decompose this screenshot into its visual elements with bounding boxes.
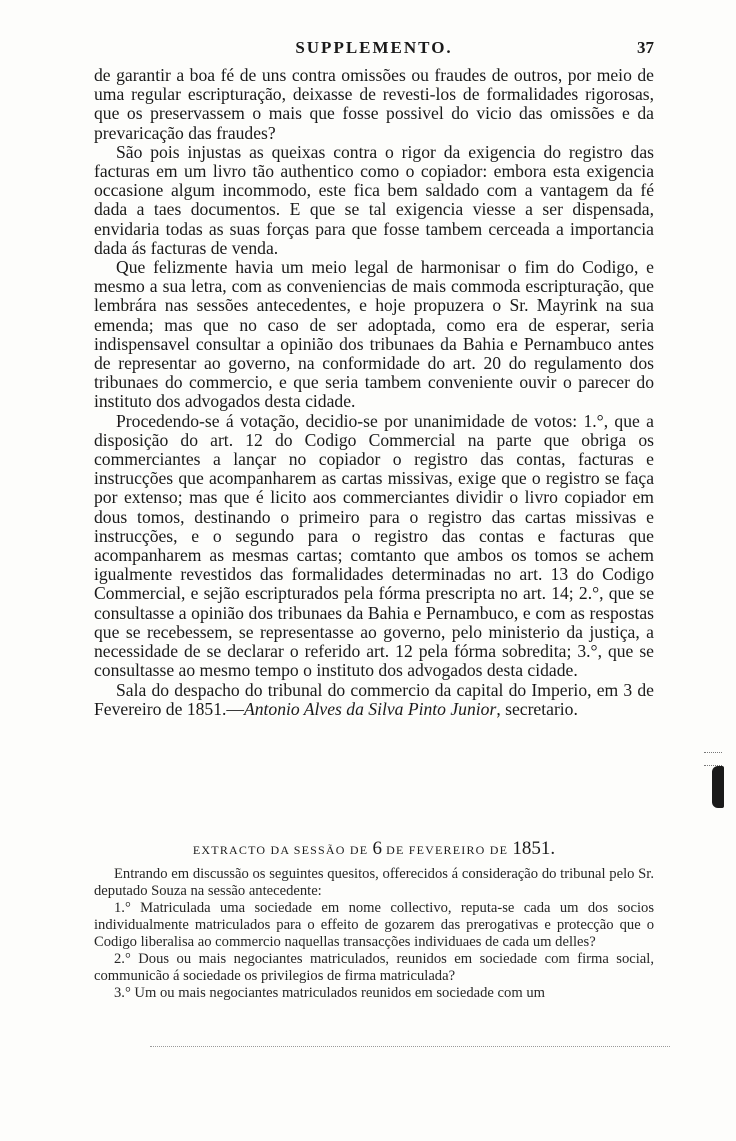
closing-paragraph — [94, 681, 654, 719]
paragraph-3: Que felizmente havia um meio legal de harmonisar o fim do Codigo, e mesmo a sua letra, com as conveniencias de mais commoda escripturação, que lembrára nas sessões antecedentes, e hoje propuzera o Sr. Mayrink na sua emenda; mas que no caso de ser adoptada, como era de esperar, seria indispensavel consultar a opinião dos tribunaes da Bahia e Pernambuco antes de representar ao governo, na conformidade do art. 20 do regulamento dos tribunaes do commercio, e que seria tambem conveniente ouvir o parecer do instituto dos advogados desta cidade. — [94, 257, 654, 412]
page-header — [94, 38, 654, 60]
extract-item-1: 1.° Matriculada uma sociedade em nome collectivo, reputa-se cada um dos socios individualmente matriculados para o effeito de gozarem das prerogativas e protecção que o Codigo liberalisa ao commercio naquellas transacções individuaes de cada um delles? — [94, 900, 654, 950]
extract-text — [94, 866, 654, 1002]
extract-item-3: 3.° Um ou mais negociantes matriculados reunidos em sociedade com um — [114, 985, 545, 1001]
main-text — [94, 66, 654, 719]
margin-specks — [704, 752, 722, 766]
page-number: 37 — [637, 38, 654, 57]
paragraph-2: São pois injustas as queixas contra o rigor da exigencia do registro das facturas em um livro tão authentico como o copiador: embora esta exigencia occasione algum incommodo, este fica bem saldado com a vantagem da fé dada a taes documentos. E que se tal exigencia viesse a ser dispensada, envidaria todas as suas forças para que fosse tambem cerceada a importancia dada ás facturas de venda. — [94, 141, 654, 258]
paragraph-1: de garantir a boa fé de uns contra omissões ou fraudes de outros, por meio de uma regular escripturação, deixasse de revesti-los de formalidades rigorosas, que os preservassem o mais que fosse possivel do vicio das omissões e da prevaricação das fraudes? — [94, 65, 654, 143]
running-title: SUPPLEMENTO. — [295, 38, 453, 57]
print-specks — [150, 1046, 670, 1051]
extract-heading — [94, 838, 654, 860]
signature: Antonio Alves da Silva Pinto Junior — [244, 698, 497, 719]
extract-item-2: 2.° Dous ou mais negociantes matriculados, reunidos em sociedade com firma social, communicão á sociedade os privilegios de firma matriculada? — [94, 951, 654, 984]
closing-text: Sala do despacho do tribunal do commercio da capital do Imperio, em 3 de Fevereiro de 1851.— — [94, 679, 654, 719]
extract-intro: Entrando em discussão os seguintes quesitos, offerecidos á consideração do tribunal pelo Sr. deputado Souza na sessão antecedente: — [94, 866, 654, 899]
margin-ink-mark — [712, 766, 724, 808]
paragraph-4: Procedendo-se á votação, decidio-se por unanimidade de votos: 1.°, que a disposição do art. 12 do Codigo Commercial na parte que obriga os commerciantes a lançar no copiador o registro das contas, facturas e instrucções que acompanharem as cartas missivas, exige que o registro se faça por extenso; mas que é licito aos commerciantes dividir o livro copiador em dous tomos, destinando o primeiro para o registro das cartas missivas e instrucções, e o segundo para o registro das contas e facturas que acompanharem as mesmas cartas; comtanto que ambos os tomos se achem igualmente revestidos das formalidades determinadas no art. 13 do Codigo Commercial, e sejão escripturados pela fórma prescripta no art. 14; 2.°, que se consultasse a opinião dos tribunaes da Bahia e Pernambuco, e com as respostas que se recebessem, se representasse ao governo, pelo ministerio da justiça, a necessidade de se declarar o referido art. 12 pela fórma sobredita; 3.°, que se consultasse ao mesmo tempo o instituto dos advogados desta cidade. — [94, 410, 654, 681]
extract-title-prefix: EXTRACTO DA SESSÃO DE — [192, 843, 369, 857]
signature-suffix: , secretario. — [496, 698, 578, 719]
extract-title-middle: DE FEVEREIRO DE — [386, 843, 509, 857]
extract-title-year: 1851. — [512, 838, 556, 859]
extract-title-day: 6 — [372, 838, 382, 859]
